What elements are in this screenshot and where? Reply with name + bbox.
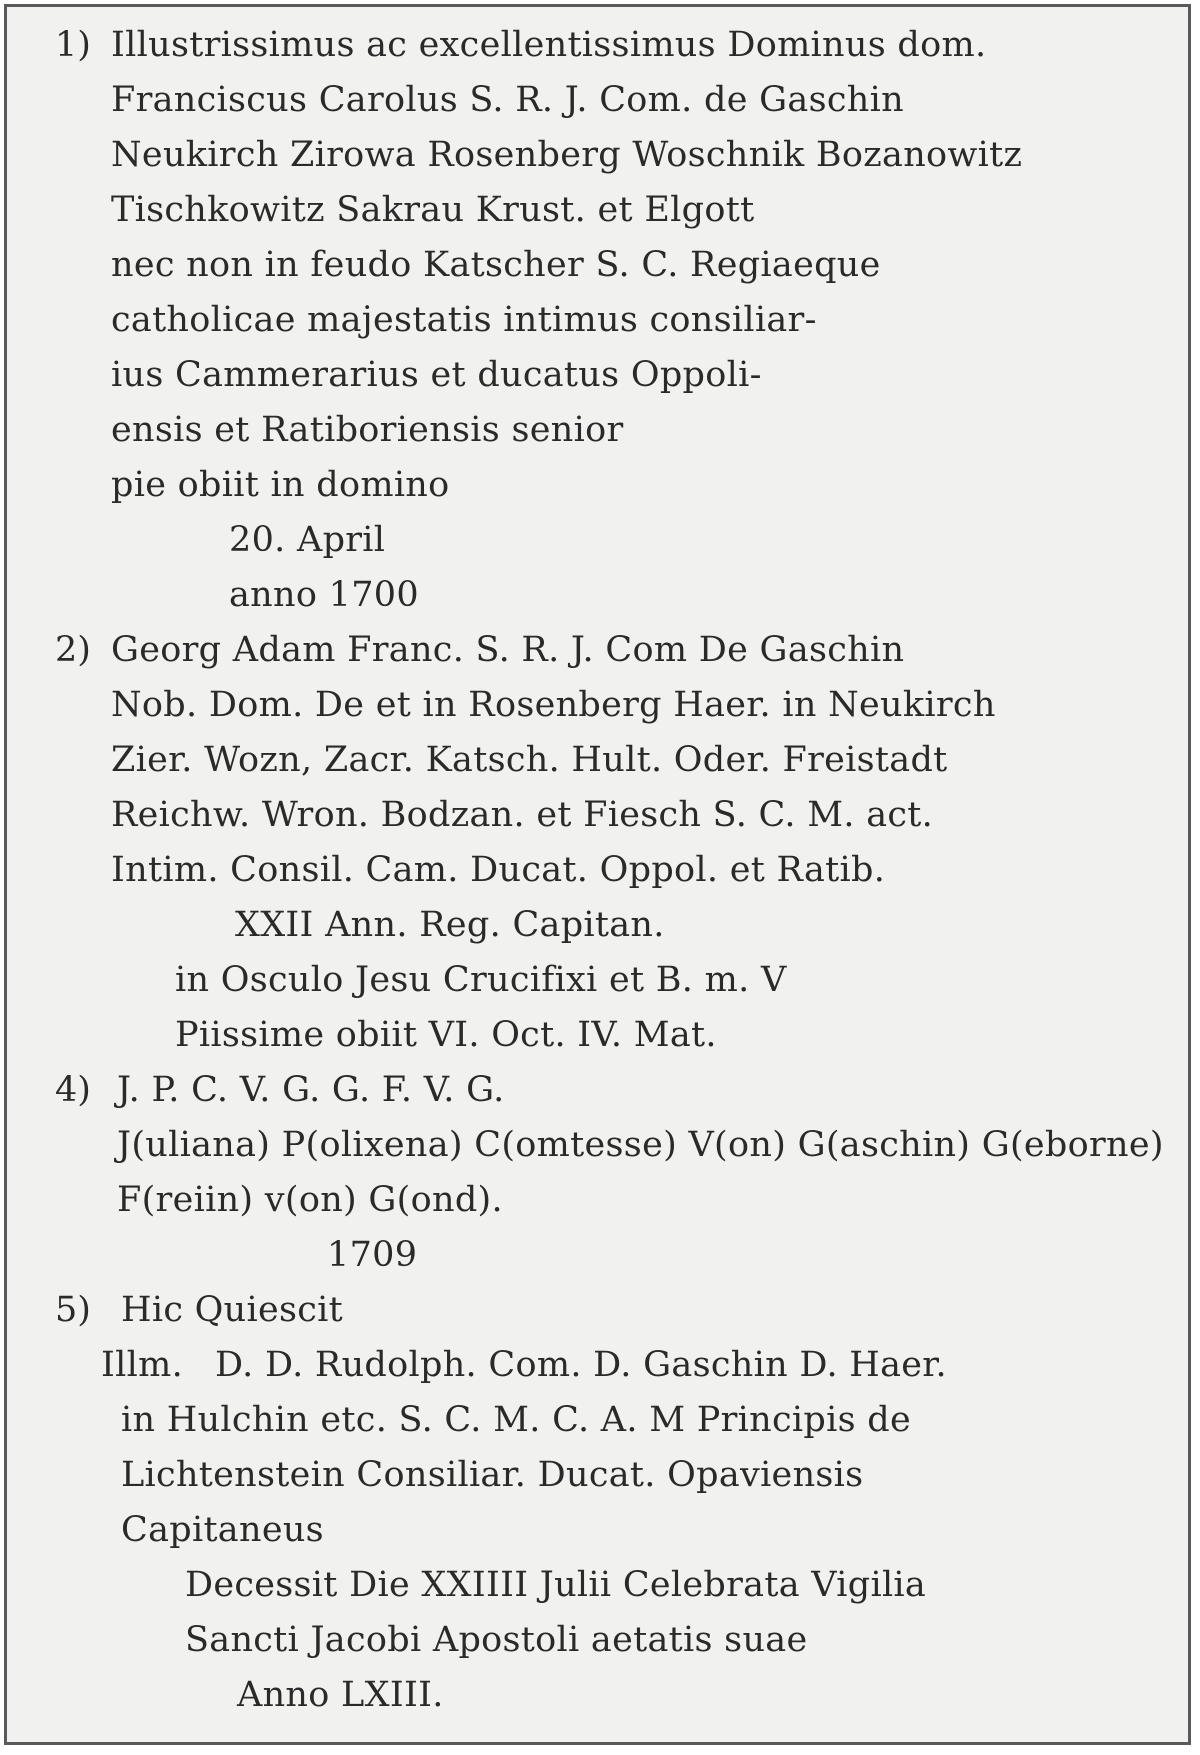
text-line: Illustrissimus ac excellentissimus Dominus dom. [111,25,987,65]
text-line: Reichw. Wron. Bodzan. et Fiesch S. C. M. act. [111,795,934,835]
document-page [4,4,1191,1745]
document-text [7,7,1188,1742]
text-line: Illm. [101,1345,184,1385]
text-line: catholicae majestatis intimus consiliar- [111,300,817,340]
text-line: Georg Adam Franc. S. R. J. Com De Gaschin [111,630,905,670]
text-line: in Osculo Jesu Crucifixi et B. m. V [175,960,787,1000]
text-line: F(reiin) v(on) G(ond). [117,1180,503,1220]
text-line: Zier. Wozn, Zacr. Katsch. Hult. Oder. Freistadt [111,740,948,780]
text-line: Anno LXIII. [237,1675,444,1715]
text-line: Tischkowitz Sakrau Krust. et Elgott [111,190,755,230]
text-line: D. D. Rudolph. Com. D. Gaschin D. Haer. [215,1345,947,1385]
text-line: Decessit Die XXIIII Julii Celebrata Vigilia [185,1565,927,1605]
text-line: J. P. C. V. G. G. F. V. G. [117,1070,505,1110]
text-line: anno 1700 [229,575,419,615]
text-line: J(uliana) P(olixena) C(omtesse) V(on) G(aschin) G(eborne) [117,1125,1164,1165]
text-line: ensis et Ratiboriensis senior [111,410,624,450]
text-line: in Hulchin etc. S. C. M. C. A. M Principis de [121,1400,911,1440]
text-line: XXII Ann. Reg. Capitan. [235,905,665,945]
text-line: Nob. Dom. De et in Rosenberg Haer. in Neukirch [111,685,996,725]
text-line: Franciscus Carolus S. R. J. Com. de Gaschin [111,80,904,120]
text-line: Capitaneus [121,1510,324,1550]
text-line: ius Cammerarius et ducatus Oppoli- [111,355,762,395]
text-line: Sancti Jacobi Apostoli aetatis suae [185,1620,808,1660]
text-line: pie obiit in domino [111,465,450,505]
text-line: 20. April [229,520,386,560]
entry-number: 1) [55,25,91,65]
text-line: Neukirch Zirowa Rosenberg Woschnik Bozanowitz [111,135,1023,175]
text-line: Intim. Consil. Cam. Ducat. Oppol. et Ratib. [111,850,886,890]
entry-number: 2) [55,630,91,670]
text-line: Hic Quiescit [121,1290,344,1330]
text-line: nec non in feudo Katscher S. C. Regiaeque [111,245,881,285]
text-line: Piissime obiit VI. Oct. IV. Mat. [175,1015,717,1055]
entry-number: 5) [55,1290,91,1330]
entry-number: 4) [55,1070,91,1110]
text-line: Lichtenstein Consiliar. Ducat. Opaviensis [121,1455,864,1495]
text-line: 1709 [327,1235,418,1275]
